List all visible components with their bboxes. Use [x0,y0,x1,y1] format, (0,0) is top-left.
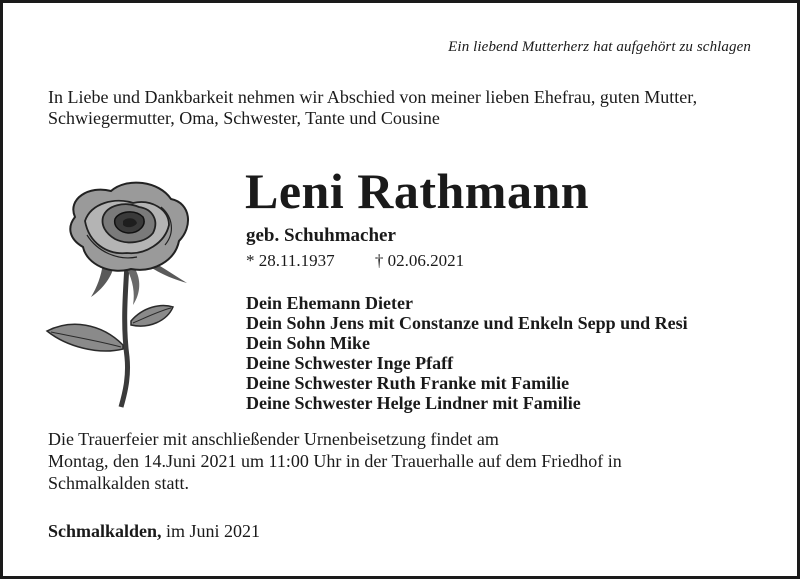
mourner-line: Dein Sohn Jens mit Constanze und Enkeln Sepp und Resi [246,313,688,333]
mourner-line: Deine Schwester Ruth Franke mit Familie [246,373,570,393]
mourners-list [246,293,688,413]
intro-line: Schwiegermutter, Oma, Schwester, Tante und Cousine [48,108,440,128]
closing-date: im Juni 2021 [166,521,261,541]
mourner-line: Dein Ehemann Dieter [246,293,413,313]
service-line: Die Trauerfeier mit anschließender Urnenbeisetzung findet am [48,429,499,449]
closing-place: Schmalkalden, [48,521,162,541]
mourner-line: Deine Schwester Inge Pfaff [246,353,454,373]
service-line: Montag, den 14.Juni 2021 um 11:00 Uhr in der Trauerhalle auf dem Friedhof in [48,451,622,471]
life-dates [246,251,464,271]
motto: Ein liebend Mutterherz hat aufgehört zu schlagen [448,39,751,55]
birth-date: * 28.11.1937 [246,251,335,270]
service-line: Schmalkalden statt. [48,473,189,493]
deceased-name: Leni Rathmann [245,163,590,219]
intro-text [48,87,768,129]
birth-name: geb. Schuhmacher [246,225,396,246]
mourner-line: Deine Schwester Helge Lindner mit Familie [246,393,581,413]
mourner-line: Dein Sohn Mike [246,333,371,353]
death-date: † 02.06.2021 [374,251,465,270]
service-announcement [48,428,768,494]
closing-line [48,521,260,542]
intro-line: In Liebe und Dankbarkeit nehmen wir Abschied von meiner lieben Ehefrau, guten Mutter, [48,87,698,107]
rose-icon [41,177,197,413]
